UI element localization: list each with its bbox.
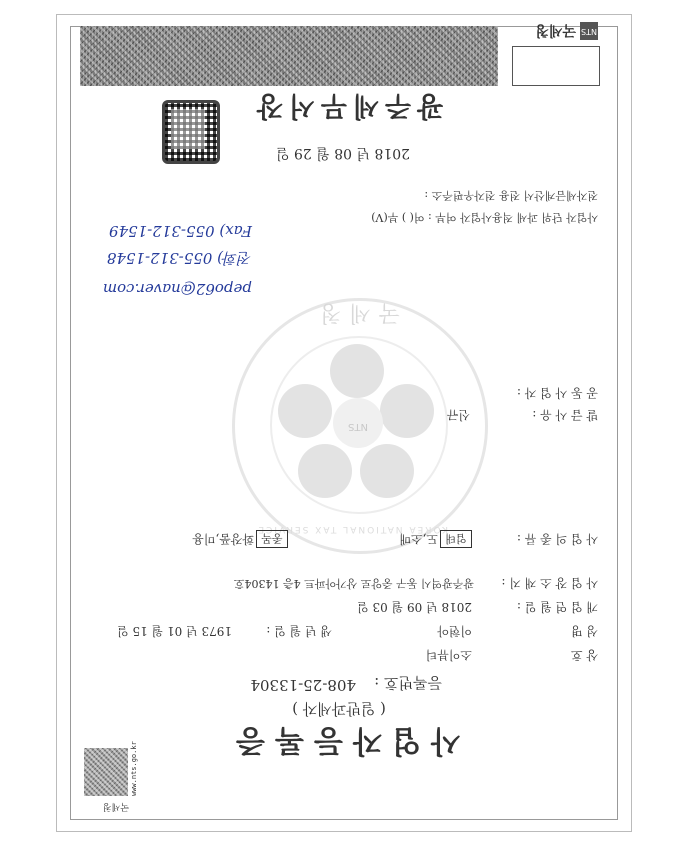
handwritten-phone: 전화) 055-312-1548	[106, 249, 252, 267]
watermark-center-text: NTS	[348, 421, 368, 432]
unit-tax-notice: 사업자 단위 과세 적용사업자 여부 : 여( ) 부(V)	[371, 211, 598, 224]
qr-code-icon	[84, 748, 128, 796]
registration-number: 408-25-13304	[250, 676, 356, 694]
field-label-address: 사 업 장 소 재 지 :	[501, 576, 598, 590]
header-badge	[512, 20, 598, 42]
handwritten-email: pepo62@naver.com	[102, 280, 252, 298]
field-label-open-date: 개 업 연 월 일 :	[516, 600, 598, 614]
issue-date: 2018 년 08 월 29 일	[275, 145, 411, 161]
field-value-name: 이현아	[437, 624, 472, 638]
field-label-reason: 발 급 사 유 :	[532, 408, 598, 422]
handwritten-fax: Fax) 055-312-1549	[109, 222, 252, 240]
header-badge-text: 국세청	[535, 22, 576, 38]
field-biz-kind-tag: 업태	[440, 530, 472, 548]
email-notice: 전자세금계산서 전용 전자우편주소 :	[424, 189, 598, 202]
field-label-biz-type: 사 업 의 종 류 :	[516, 532, 598, 546]
registration-number-label: 등록번호 :	[374, 674, 442, 692]
official-seal-icon	[162, 100, 220, 164]
watermark-top-text: 국세청	[312, 300, 400, 325]
document-title: 사업자등록증	[226, 723, 460, 758]
field-value-open-date: 2018 년 09 월 03 일	[357, 600, 472, 614]
field-biz-item-tag: 종목	[256, 530, 288, 548]
qr-caption: 국세청	[102, 801, 130, 811]
issuer-name: 광주세무서장	[250, 90, 444, 121]
nts-logo-icon: NTS	[580, 22, 598, 40]
field-label-joint-owner: 공 동 사 업 자 :	[516, 386, 598, 400]
redacted-header-pattern	[80, 26, 498, 86]
field-label-birthdate: 생 년 월 일 :	[266, 624, 332, 638]
qr-url: www.nts.go.kr	[130, 741, 138, 796]
field-value-address: 광주광역시 동구 중앙로 상가아파트 4층 14304호	[233, 577, 474, 590]
field-value-reason: 신규	[446, 408, 470, 422]
field-value-company: 소이뷰티	[425, 648, 472, 662]
field-biz-kind: 도,소매	[399, 532, 438, 546]
field-label-company: 상 호	[571, 648, 598, 662]
field-biz-item: 화장품,미용	[192, 532, 254, 546]
watermark-ring-text: KOREA NATIONAL TAX SERVICE	[256, 524, 448, 534]
blank-stamp-box	[512, 46, 600, 86]
field-label-name: 성 명	[571, 624, 598, 638]
taxpayer-type: ( 일반과세자 )	[292, 700, 386, 718]
field-value-birthdate: 1973 년 01 월 15 일	[117, 624, 232, 638]
